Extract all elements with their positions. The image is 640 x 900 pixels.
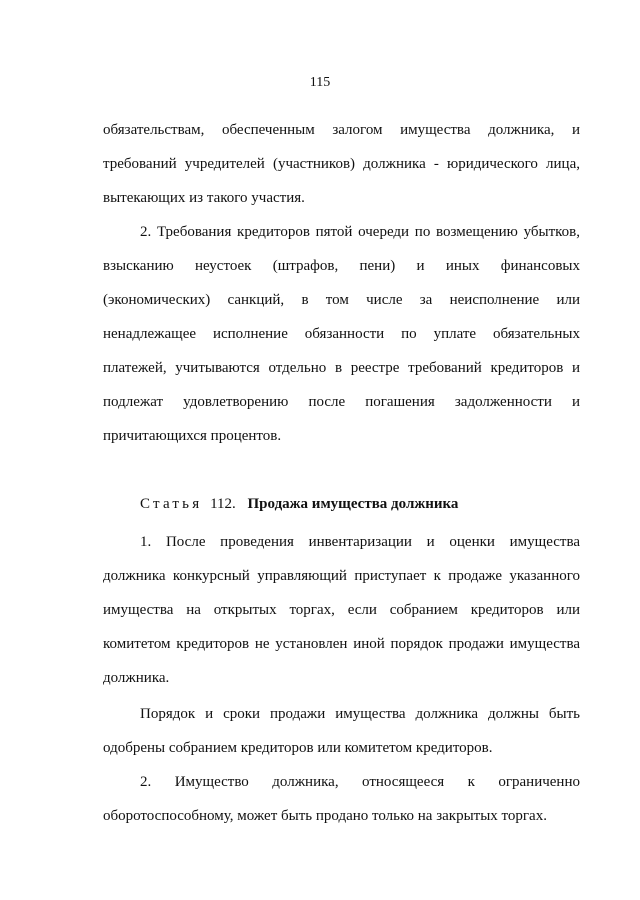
article-number: 112. xyxy=(210,496,236,512)
paragraph-continuation: обязательствам, обеспеченным залогом имущества должника, и требований учредителей (участников) должника - юридического лица, вытекающих из такого участия. xyxy=(103,122,580,206)
paragraph-item-2b: 2. Имущество должника, относящееся к ограниченно оборотоспособному, может быть продано только на закрытых торгах. xyxy=(103,774,580,824)
body-text xyxy=(103,113,580,833)
paragraph-order: Порядок и сроки продажи имущества должника должны быть одобрены собранием кредиторов или комитетом кредиторов. xyxy=(103,706,580,756)
article-heading xyxy=(103,487,580,521)
paragraph-item-2: 2. Требования кредиторов пятой очереди по возмещению убытков, взысканию неустоек (штрафов, пени) и иных финансовых (экономических) санкций, в том числе за неисполнение или ненадлежащее исполнение обязанности по уплате обязательных платежей, учитываются отдельно в реестре требований кредиторов и подлежат удовлетворению после погашения задолженности и причитающихся процентов. xyxy=(103,224,580,444)
paragraph-item-1: 1. После проведения инвентаризации и оценки имущества должника конкурсный управляющий приступает к продаже указанного имущества на открытых торгах, если собранием кредиторов или комитетом кредиторов не установлен иной порядок продажи имущества должника. xyxy=(103,534,580,686)
article-label: Статья xyxy=(140,496,203,512)
page-number: 115 xyxy=(309,75,331,90)
spacer xyxy=(103,453,580,487)
article-title: Продажа имущества должника xyxy=(247,496,459,512)
